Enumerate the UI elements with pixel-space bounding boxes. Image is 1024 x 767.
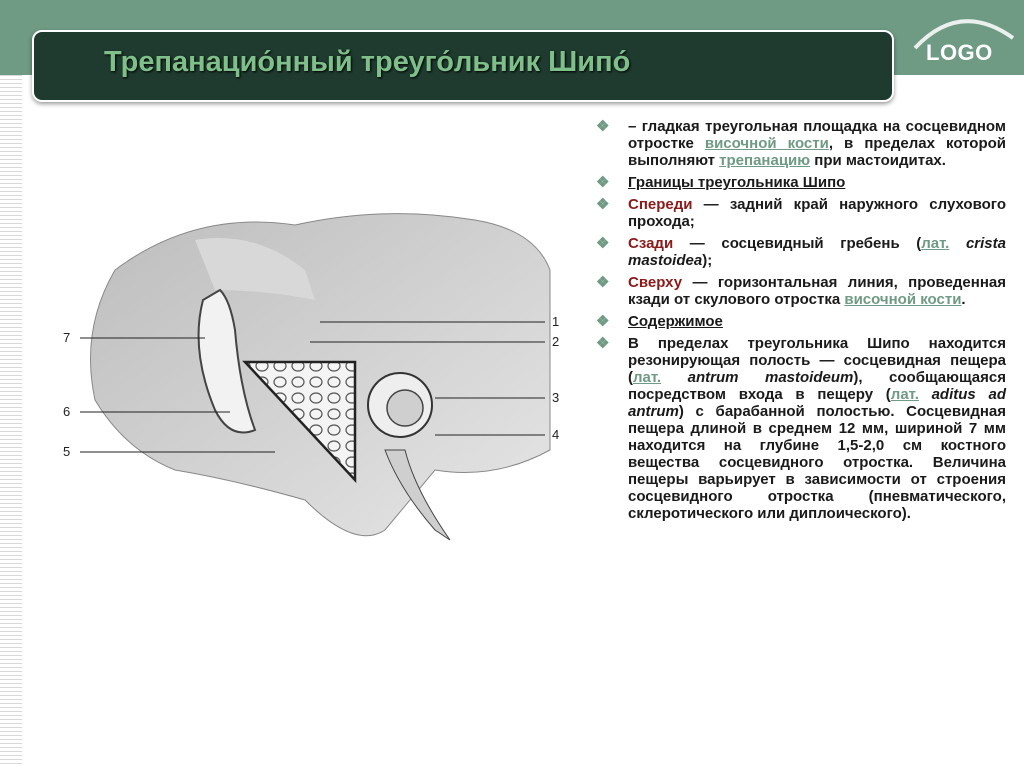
content-list	[596, 118, 1006, 527]
list-item-front: ❖ Спереди — задний край наружного слухового прохода;	[596, 196, 1006, 230]
diamond-bullet-icon: ❖	[596, 174, 610, 191]
diamond-bullet-icon: ❖	[596, 235, 610, 252]
link-lat-aditus[interactable]: лат.	[890, 386, 919, 403]
list-item-back: ❖ Сзади — сосцевидный гребень (лат. crista mastoidea);	[596, 235, 1006, 269]
contents-heading: Содержимое	[628, 313, 723, 330]
title-bar	[32, 30, 894, 102]
figure-label-4: 4	[552, 427, 560, 442]
slide-title: Трепанацио́нный треуго́льник Шипо́	[104, 46, 631, 78]
list-item-borders-heading	[596, 174, 1006, 191]
figure-label-3: 3	[552, 390, 560, 405]
diamond-bullet-icon: ❖	[596, 274, 610, 291]
list-item-contents-heading	[596, 313, 1006, 330]
figure-label-6: 6	[63, 404, 71, 419]
diamond-bullet-icon: ❖	[596, 118, 610, 135]
link-trepanation[interactable]: трепанацию	[719, 152, 811, 169]
left-stripes	[0, 75, 22, 767]
list-item-top: ❖ Сверху — горизонтальная линия, проведенная кзади от скулового отростка височной кости.	[596, 274, 1006, 308]
figure-label-1: 1	[552, 314, 560, 329]
diamond-bullet-icon: ❖	[596, 313, 610, 330]
diamond-bullet-icon: ❖	[596, 196, 610, 213]
figure-label-5: 5	[63, 444, 71, 459]
list-item-contents: ❖ В пределах треугольника Шипо находится резонирующая полость — сосцевидная пещера (лат. antrum mastoideum), сообщающаяся посредством входа в пещеру (лат. aditus ad antrum) с барабанной полостью. Сосцевидная пещера длиной в среднем 12 мм, шириной 7 мм находится на глубине 1,5-2,0 см костного вещества сосцевидного отростка. Величина пещеры варьирует в зависимости от строения сосцевидного отростка (пневматического, склеротического или диплоического).	[596, 335, 1006, 522]
logo: LOGO	[926, 40, 993, 65]
link-lat-crista[interactable]: лат.	[921, 235, 950, 252]
figure-label-2: 2	[552, 334, 560, 349]
figure-label-7: 7	[63, 330, 71, 345]
list-item-intro: ❖ – гладкая треугольная площадка на сосцевидном отростке височной кости, в пределах которой выполняют трепанацию при мастоидитах.	[596, 118, 1006, 169]
link-lat-antrum[interactable]: лат.	[633, 369, 662, 386]
link-temporal-bone-2[interactable]: височной кости	[844, 291, 962, 308]
diamond-bullet-icon: ❖	[596, 335, 610, 352]
temporal-bone-figure	[55, 150, 580, 570]
borders-heading: Границы треугольника Шипо	[628, 174, 846, 191]
link-temporal-bone[interactable]: височной кости	[704, 135, 829, 152]
